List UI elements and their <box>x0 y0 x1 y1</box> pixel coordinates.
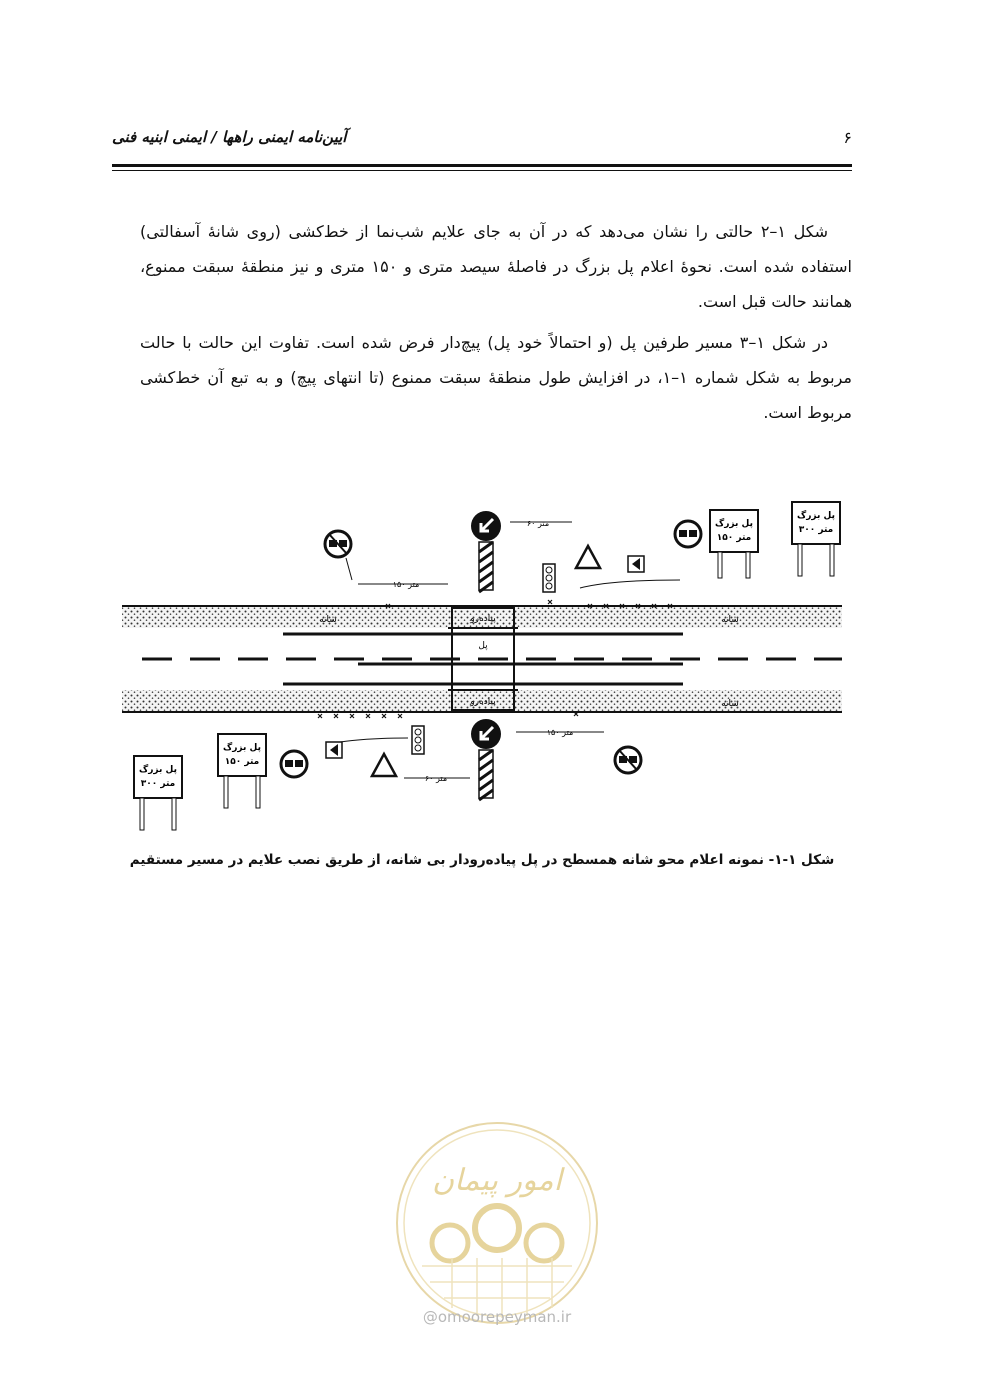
warning-triangle-bottom <box>372 754 396 776</box>
dim-60-bottom: ۶۰ متر <box>424 774 448 783</box>
svg-text:۱۵۰ متر: ۱۵۰ متر <box>224 757 260 767</box>
bridge-label: پل <box>478 641 488 651</box>
big-bridge-300-sign-top <box>792 502 840 576</box>
svg-text:پل بزرگ: پل بزرگ <box>223 743 261 753</box>
watermark-site: @omoorepeyman.ir <box>422 1308 572 1326</box>
paragraph-1: شکل ۱–۲ حالتی را نشان می‌دهد که در آن به جای علایم شب‌نما از خط‌کشی (روی شانهٔ آسفالتی) استفاده شده است. نحوهٔ اعلام پل بزرگ در فاصلهٔ سیصد متری و ۱۵۰ متری و نیز منطقهٔ سبقت ممنوع، همانند حالت قبل است. <box>140 222 852 311</box>
keep-left-sign-top <box>471 511 501 592</box>
page-number: ۶ <box>843 128 852 147</box>
bridge-diagram <box>118 496 848 838</box>
gear-icon <box>475 1206 519 1250</box>
page-header <box>112 128 852 152</box>
sidewalk-label-bottom: پیاده‌رو <box>470 697 496 707</box>
running-title: آیین‌نامه ایمنی راهها / ایمنی ابنیه فنی <box>112 128 347 146</box>
header-rule-thick <box>112 164 852 167</box>
paragraph-2: در شکل ۱–۳ مسیر طرفین پل (و احتمالاً خود پل) پیچ‌دار فرض شده است. تفاوت این حالت با حالت مربوط به شکل شماره ۱–۱، در افزایش طول منطقهٔ سبقت ممنوع (تا انتهای پیچ) و به تبع آن خط‌کشی مربوط است. <box>140 333 853 422</box>
sidewalk-label-top: پیاده‌رو <box>470 614 496 624</box>
shoulder-label-top-right: شانه <box>721 615 739 625</box>
svg-text:۳۰۰ متر: ۳۰۰ متر <box>798 525 834 535</box>
keep-left-sign-bottom <box>471 719 501 800</box>
big-bridge-300-sign-bottom <box>134 756 182 830</box>
chevron-sign-top <box>628 556 644 572</box>
svg-text:۳۰۰ متر: ۳۰۰ متر <box>140 779 176 789</box>
watermark-logo <box>392 1108 602 1338</box>
header-rule-thin <box>112 170 852 171</box>
chevron-sign-bottom <box>326 742 342 758</box>
shoulder-label-top-left: شانه <box>319 615 337 625</box>
big-bridge-150-sign-top <box>710 510 758 578</box>
svg-text:پل بزرگ: پل بزرگ <box>715 519 753 529</box>
dim-150-top: ۱۵۰ متر <box>392 580 420 589</box>
no-overtaking-sign-top-right <box>675 521 701 547</box>
no-overtaking-sign-bottom-left <box>281 751 307 777</box>
svg-text:پل بزرگ: پل بزرگ <box>797 511 835 521</box>
svg-text:پل بزرگ: پل بزرگ <box>139 765 177 775</box>
figure-caption: شکل ۱-۱- نمونه اعلام محو شانه همسطح در پل پیاده‌رودار بی شانه، از طریق نصب علایم در مسیر مستقیم <box>129 852 835 868</box>
body-text <box>140 214 852 436</box>
signal-sign-bottom <box>412 726 424 754</box>
warning-triangle-top <box>576 546 600 568</box>
dim-150-bottom: ۱۵۰ متر <box>546 728 574 737</box>
dim-60-top: ۶۰ متر <box>526 519 550 528</box>
svg-text:۱۵۰ متر: ۱۵۰ متر <box>716 533 752 543</box>
no-overtaking-sign-top-left <box>325 531 352 580</box>
signal-sign-top <box>543 564 555 592</box>
watermark-logo-text: امور پیمان <box>432 1163 562 1198</box>
no-overtaking-sign-bottom-right <box>615 747 641 773</box>
big-bridge-150-sign-bottom <box>218 734 266 808</box>
shoulder-label-bottom-right: شانه <box>721 699 739 709</box>
